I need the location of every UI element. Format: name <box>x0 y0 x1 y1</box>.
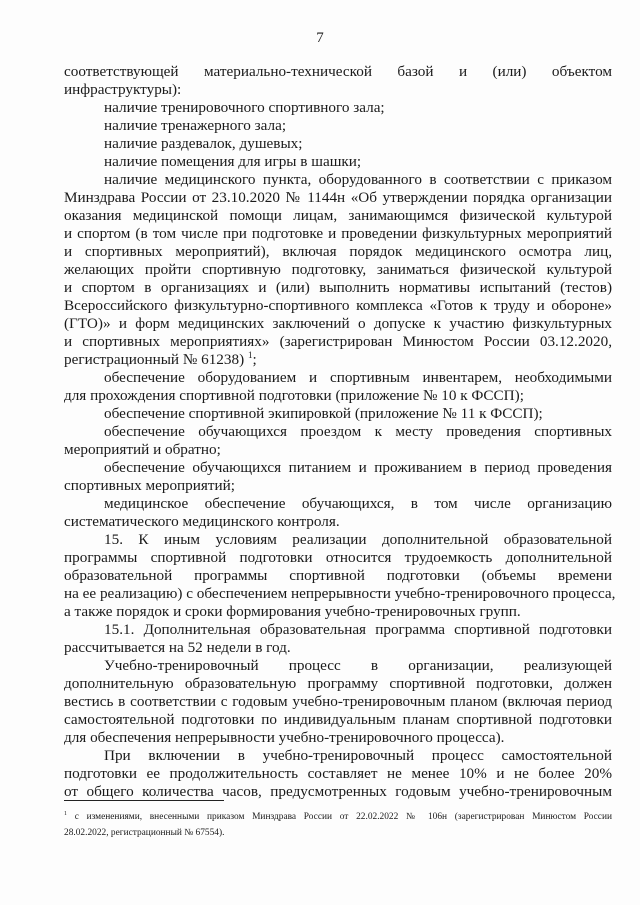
text-line-content: регистрационный № 61238) <box>64 351 245 368</box>
list-item: наличие тренировочного спортивного зала; <box>104 99 385 116</box>
text-line: наличие медицинского пункта, оборудованного в соответствии с приказом <box>104 171 612 188</box>
text-line: на ее реализацию) с обеспечением непрерывности учебно-тренировочного процесса, <box>64 585 616 602</box>
list-item: обеспечение обучающихся питанием и проживанием в период проведения <box>104 459 612 476</box>
footnote-text: с изменениями, внесенными приказом Минздрава России от 22.02.2022 № 106н (зарегистрирован Минюстом России <box>74 812 612 822</box>
footnote-divider <box>64 800 224 801</box>
text-line: систематического медицинского контроля. <box>64 513 340 530</box>
text-line: Минздрава России от 23.10.2020 № 1144н «Об утверждении порядка организации <box>64 189 612 206</box>
text-line: рассчитывается на 52 недели в год. <box>64 639 291 656</box>
text-line: для прохождения спортивной подготовки (приложение № 10 к ФССП); <box>64 387 524 404</box>
text-line: желающих пройти спортивную подготовку, заниматься физической культурой <box>64 261 612 278</box>
footnote-ref: 1 <box>247 349 253 360</box>
text-line: соответствующей материально-технической базой и (или) объектом <box>64 63 612 80</box>
text-line: 15. К иным условиям реализации дополнительной образовательной <box>104 531 612 548</box>
text-line: и спортивных мероприятий), включая порядок медицинского осмотра лиц, <box>64 243 612 260</box>
text-line: программы спортивной подготовки относится трудоемкость дополнительной <box>64 549 612 566</box>
list-item: обеспечение спортивной экипировкой (приложение № 11 к ФССП); <box>104 405 543 422</box>
text-line: а также порядок и сроки формирования учебно-тренировочных групп. <box>64 603 521 620</box>
text-line <box>64 350 612 370</box>
text-line: и спортивных мероприятиях» (зарегистрирован Минюстом России 03.12.2020, <box>64 333 612 350</box>
text-line: Учебно-тренировочный процесс в организации, реализующей <box>104 657 612 674</box>
text-line: подготовки ее продолжительность составляет не менее 10% и не более 20% <box>64 765 612 782</box>
list-item: обеспечение оборудованием и спортивным инвентарем, необходимыми <box>104 369 612 386</box>
text-line: оказания медицинской помощи лицам, занимающимся физической культурой <box>64 207 612 224</box>
footnote-marker: 1 <box>64 810 67 817</box>
text-line: При включении в учебно-тренировочный процесс самостоятельной <box>104 747 612 764</box>
page-number: 7 <box>316 30 324 46</box>
text-line: вестись в соответствии с годовым учебно-тренировочным планом (включая период <box>64 693 612 710</box>
list-item: наличие помещения для игры в шашки; <box>104 153 362 170</box>
text-line: от общего количества часов, предусмотренных годовым учебно-тренировочным <box>64 783 612 800</box>
text-line: и спортом в организациях и (или) выполнить нормативы испытаний (тестов) <box>64 279 612 296</box>
list-item: наличие тренажерного зала; <box>104 117 287 134</box>
text-line: дополнительную образовательную программу спортивной подготовки, должен <box>64 675 612 692</box>
list-item: обеспечение обучающихся проездом к месту проведения спортивных <box>104 423 612 440</box>
text-line: инфраструктуры): <box>64 81 182 98</box>
text-line: Всероссийского физкультурно-спортивного комплекса «Готов к труду и обороне» <box>64 297 612 314</box>
text-line: самостоятельной подготовки по индивидуальным планам спортивной подготовки <box>64 711 612 728</box>
text-line: спортивных мероприятий; <box>64 477 236 494</box>
text-line: для обеспечения непрерывности учебно-тренировочного процесса). <box>64 729 505 746</box>
footnote-line <box>64 810 612 824</box>
text-line: и спортом (в том числе при подготовке и проведении физкультурных мероприятий <box>64 225 612 242</box>
text-line: мероприятий и обратно; <box>64 441 221 458</box>
text-line: образовательной программы спортивной подготовки (объемы времени <box>64 567 612 584</box>
footnote-ref-separator: ; <box>252 351 257 368</box>
list-item: наличие раздевалок, душевых; <box>104 135 303 152</box>
footnote-line: 28.02.2022, регистрационный № 67554). <box>64 828 225 838</box>
text-line: 15.1. Дополнительная образовательная программа спортивной подготовки <box>104 621 612 638</box>
text-line: (ГТО)» и форм медицинских заключений о допуске к участию физкультурных <box>64 315 612 332</box>
list-item: медицинское обеспечение обучающихся, в том числе организацию <box>104 495 612 512</box>
